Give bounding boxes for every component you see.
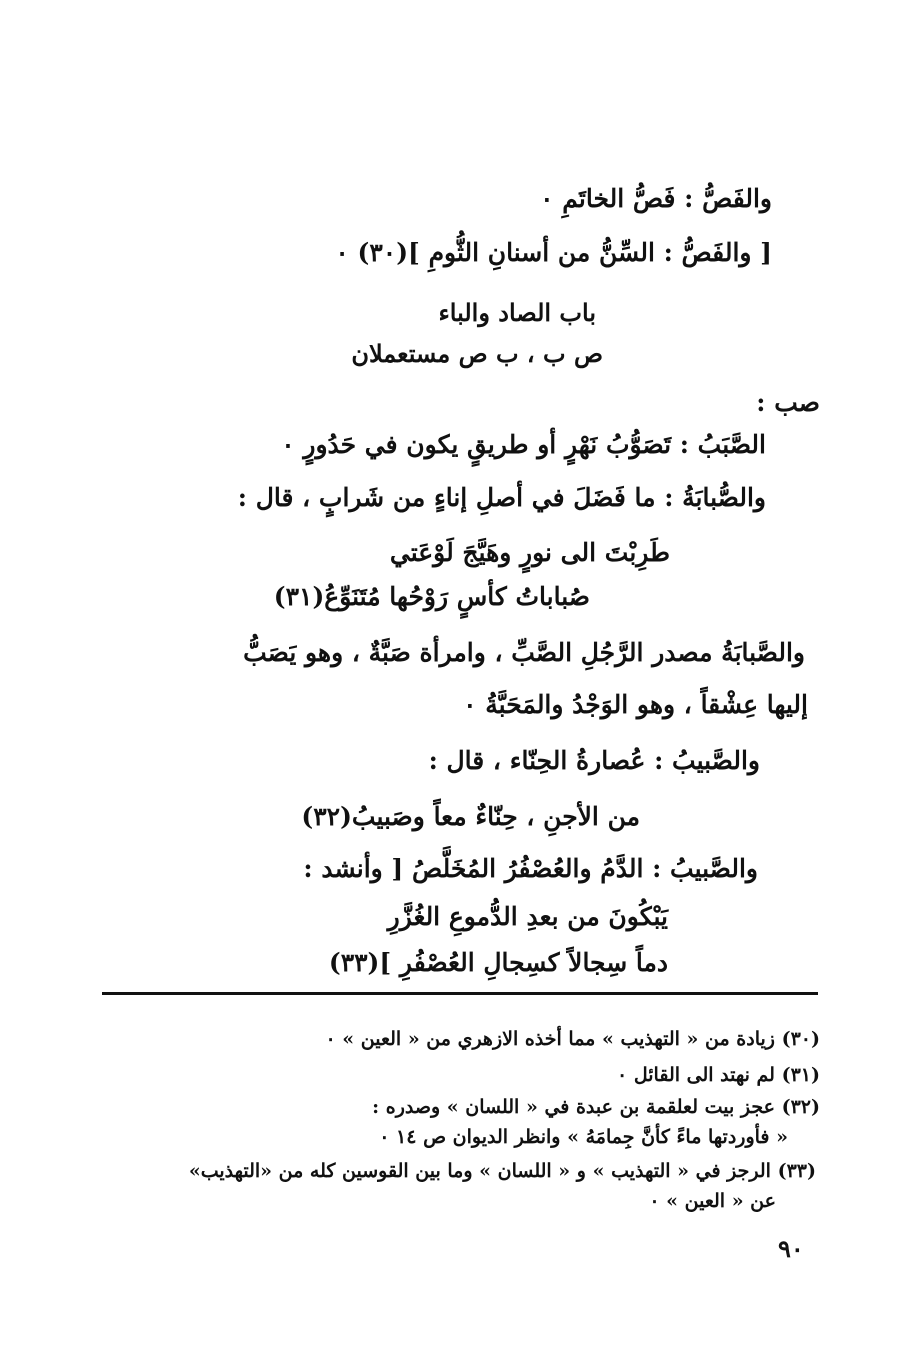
entry-fass-ring: والفَصُّ : فَصُّ الخاتَمِ ٠ [540,184,772,213]
footnote-32-cont: « فأوردتها ماءً كأنَّ جِمامَهُ » وانظر الديوان ص ١٤ ٠ [379,1126,788,1148]
entry-sababa-cont: إليها عِشْقاً ، وهو الوَجْدُ والمَحَبَّةُ ٠ [463,690,808,719]
verse-line: يَبْكُونَ من بعدِ الدُّموعِ الغُزَّرِ [387,902,668,931]
footnote-30: (٣٠) زيادة من « التهذيب » مما أخذه الازهري من « العين » ٠ [325,1028,820,1050]
footnote-divider [102,992,818,995]
entry-sabib-blood: والصَّبيبُ : الدَّمُ والعُصْفُرُ المُخَلَّصُ [ وأنشد : [303,854,758,883]
entry-subaba: والصُّبابَةُ : ما فَضَلَ في أصلِ إناءٍ من شَرابٍ ، قال : [237,483,766,512]
verse-line: صُباباتُ كأسٍ رَوْحُها مُتَنَوِّعُ(٣١) [273,582,590,611]
verse-line: من الأجنِ ، حِنّاءٌ معاً وصَبيبُ(٣٢) [301,802,640,831]
footnote-32: (٣٢) عجز بيت لعلقمة بن عبدة في « اللسان » وصدره : [372,1096,820,1118]
verse-line: دماً سِجالاً كسِجالِ العُصْفُرِ ](٣٣) [328,948,668,977]
entry-sabab: الصَّبَبُ : تَصَوُّبُ نَهْرٍ أو طريقٍ يكون في حَدُورٍ ٠ [281,430,766,459]
entry-sabib-henna: والصَّبيبُ : عُصارةُ الحِنّاء ، قال : [428,746,760,775]
entry-sababa: والصَّبابَةُ مصدر الرَّجُلِ الصَّبِّ ، وامرأة صَبَّةٌ ، وهو يَصَبُّ [243,638,805,667]
verse-line: طَرِبْتَ الى نورٍ وهَيَّجَ لَوْعَتي [389,538,670,567]
entry-fass-garlic: [ والفَصُّ : السِّنُّ من أسنانِ الثُّومِ ](٣٠) ٠ [335,238,772,267]
chapter-subtitle: ص ب ، ب ص مستعملان [351,339,603,368]
root-heading: صب : [756,388,820,417]
footnote-31: (٣١) لم نهتد الى القائل ٠ [617,1064,820,1086]
page-number: ٩٠ [778,1234,804,1263]
footnote-33-cont: عن « العين » ٠ [649,1190,776,1212]
footnote-33: (٣٣) الرجز في « التهذيب » و « اللسان » وما بين القوسين كله من «التهذيب» [188,1160,816,1182]
chapter-title: باب الصاد والباء [438,298,596,327]
